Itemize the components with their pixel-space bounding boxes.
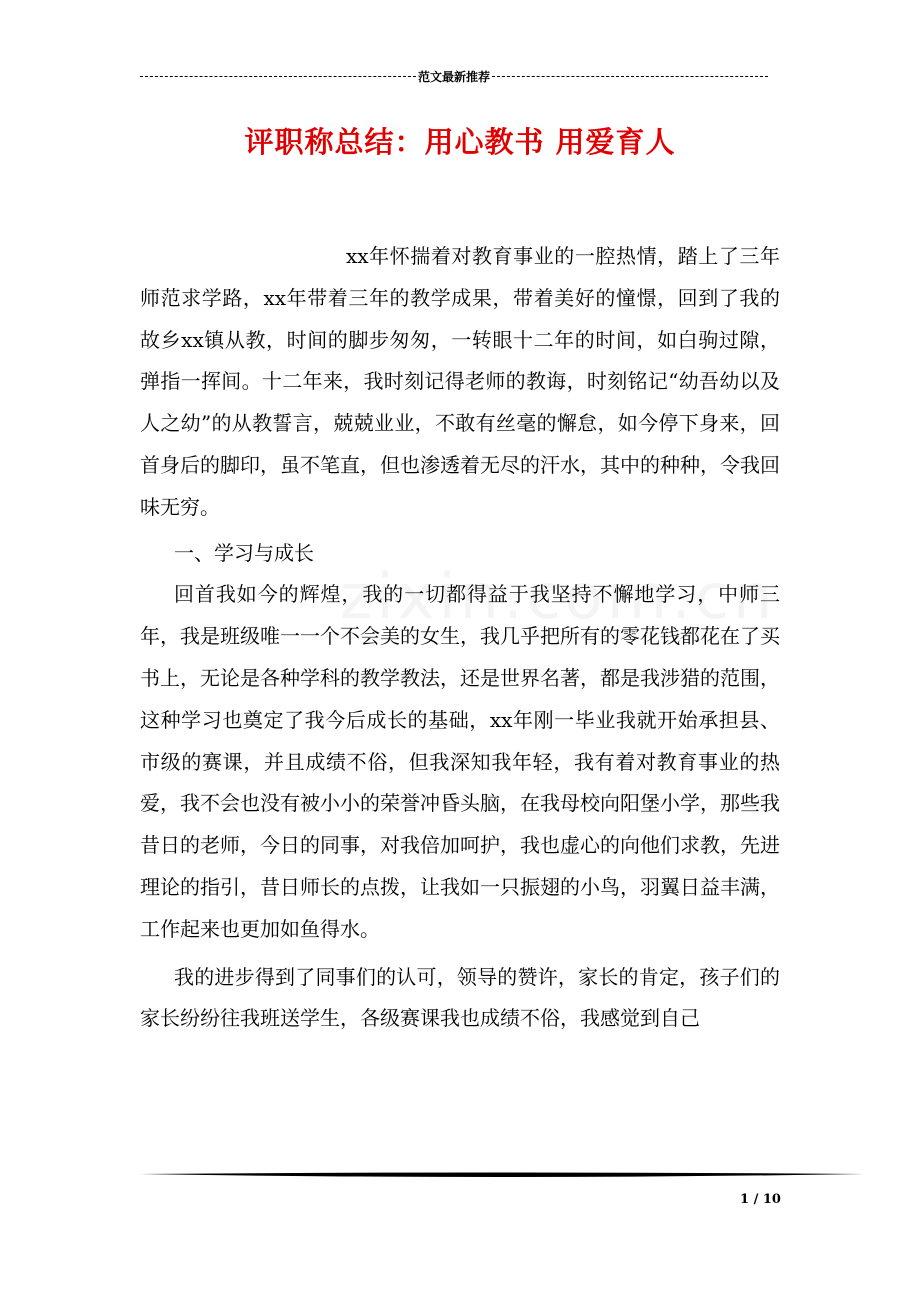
page-number: 1 / 10 [740, 1192, 781, 1207]
paragraph-learning: 回首我如今的辉煌，我的一切都得益于我坚持不懈地学习，中师三年，我是班级唯一一个不会美的女生，我几乎把所有的零花钱都花在了买书上，无论是各种学科的教学教法，还是世界名著，都是我涉猎的范围，这种学习也奠定了我今后成长的基础，xx年刚一毕业我就开始承担县、市级的赛课，并且成绩不俗，但我深知我年轻，我有着对教育事业的热爱，我不会也没有被小小的荣誉冲昏头脑，在我母校向阳堡小学，那些我昔日的老师，今日的同事，对我倍加呵护，我也虚心的向他们求教，先进理论的指引，昔日师长的点拨，让我如一只振翅的小鸟，羽翼日益丰满，工作起来也更加如鱼得水。 [140, 582, 780, 941]
document-title: 评职称总结：用心教书 用爱育人 [244, 125, 676, 159]
paragraph-intro: xx年怀揣着对教育事业的一腔热情，踏上了三年师范求学路，xx年带着三年的教学成果，带着美好的憧憬，回到了我的故乡xx镇从教，时间的脚步匆匆，一转眼十二年的时间，如白驹过隙，弹指一挥间。十二年来，我时刻记得老师的教诲，时刻铭记“幼吾幼以及人之幼”的从教誓言，兢兢业业，不敢有丝毫的懈怠，如今停下身来，回首身后的脚印，虽不笔直，但也渗透着无尽的汗水，其中的种种，令我回味无穷。 [140, 244, 780, 519]
document-body [140, 236, 780, 1040]
footer-rule [140, 1169, 864, 1181]
header-label: 范文最新推荐 [418, 70, 491, 84]
section-heading: 一、学习与成长 [174, 540, 314, 565]
header-dash-right [492, 76, 768, 77]
paragraph-progress: 我的进步得到了同事们的认可，领导的赞许，家长的肯定，孩子们的家长纷纷往我班送学生，各级赛课我也成绩不俗，我感觉到自己 [140, 964, 780, 1031]
header-dash-left [140, 76, 416, 77]
page-header [140, 68, 768, 85]
